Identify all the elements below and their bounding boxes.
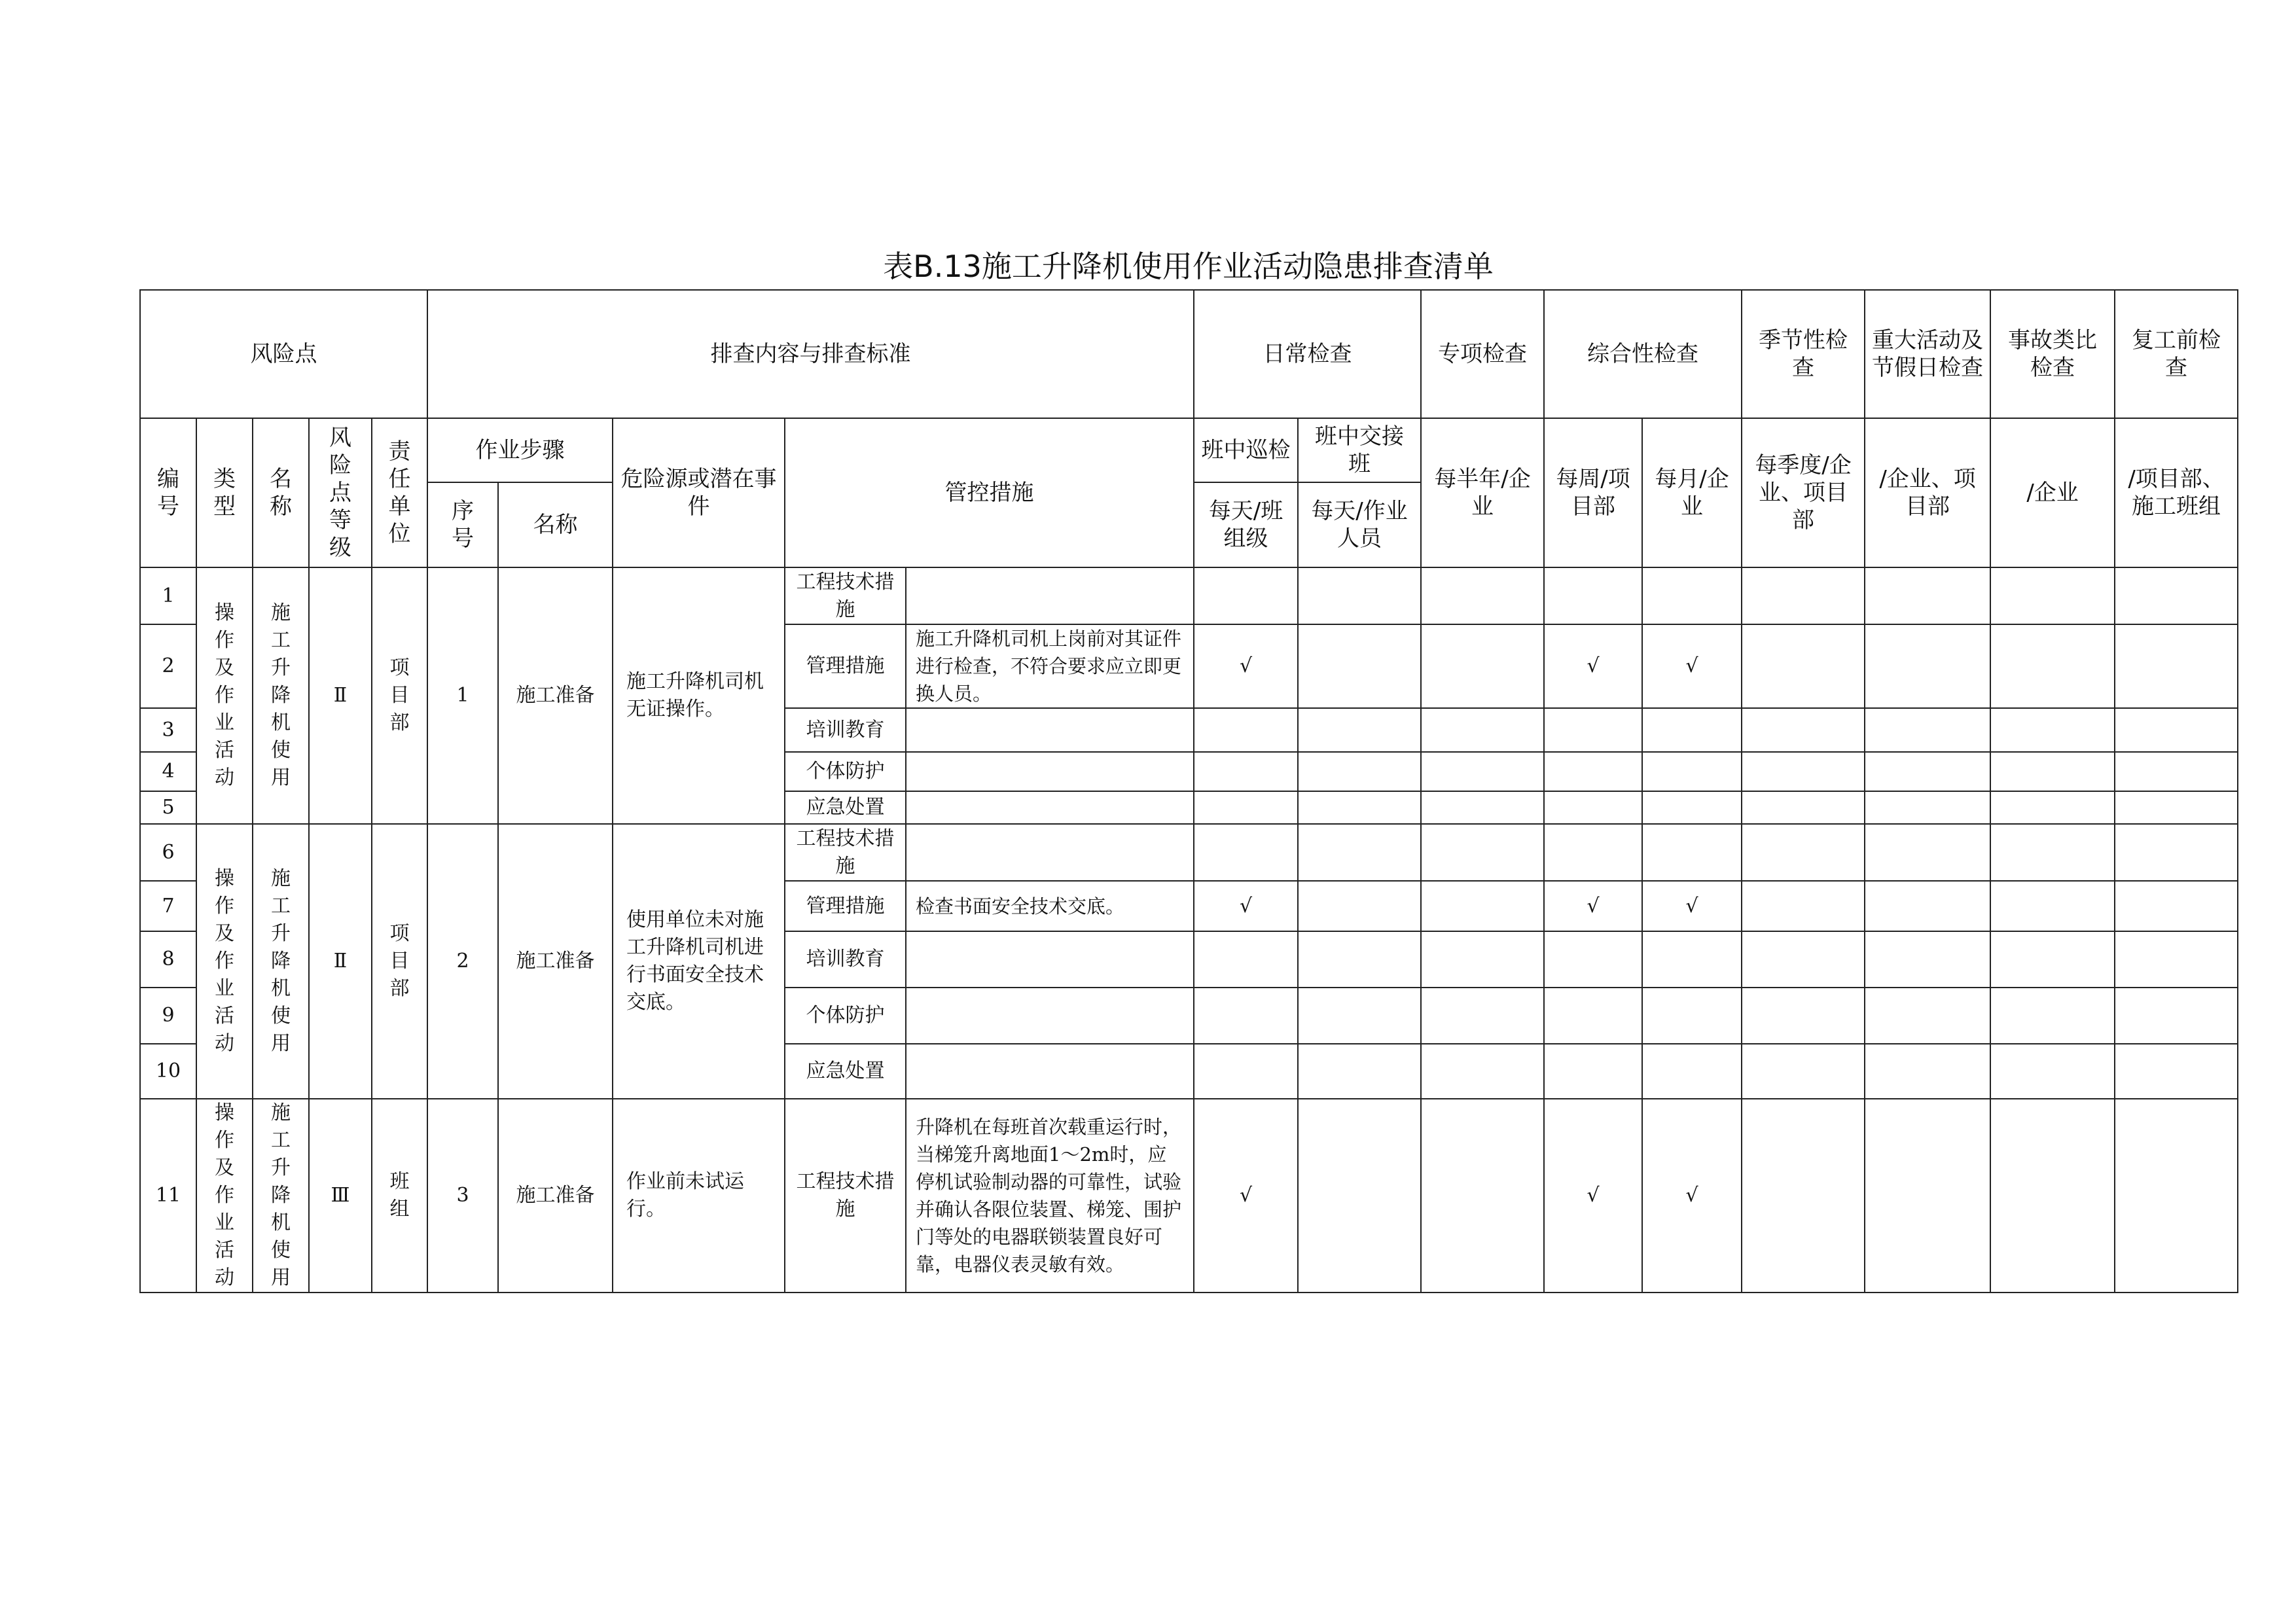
special-check-header: 专项检查 [1421, 290, 1544, 418]
measure-type: 管理措施 [785, 624, 906, 708]
monthly-check [1642, 988, 1742, 1044]
measure-text [906, 567, 1194, 624]
hazard-description: 使用单位未对施工升降机司机进行书面安全技术交底。 [613, 824, 785, 1099]
accident-check [1990, 752, 2115, 791]
row-number: 1 [140, 567, 196, 624]
resume-check-header: 复工前检查 [2115, 290, 2238, 418]
handover-check [1298, 824, 1421, 881]
name-header: 名 称 [253, 418, 309, 567]
quarterly-check [1742, 567, 1865, 624]
halfyear-check [1421, 708, 1544, 752]
resume-check [2115, 1044, 2238, 1099]
patrol-check: √ [1194, 624, 1298, 708]
patrol-check [1194, 931, 1298, 988]
handover-check [1298, 624, 1421, 708]
patrol-header: 班中巡检 [1194, 418, 1298, 482]
holiday-check-header: 重大活动及节假日检查 [1865, 290, 1990, 418]
accident-check [1990, 824, 2115, 881]
accident-check [1990, 1044, 2115, 1099]
step-name: 施工准备 [498, 1099, 613, 1293]
step-name-header: 名称 [498, 482, 613, 567]
halfyear-check [1421, 1099, 1544, 1293]
measure-type: 应急处置 [785, 1044, 906, 1099]
patrol-check [1194, 988, 1298, 1044]
table-row [140, 824, 2238, 881]
holiday-freq-header: /企业、项目部 [1865, 418, 1990, 567]
monthly-check [1642, 1044, 1742, 1099]
resume-check [2115, 624, 2238, 708]
measure-text [906, 791, 1194, 824]
header-row-1 [140, 290, 2238, 418]
resume-check [2115, 988, 2238, 1044]
hazard-description: 施工升降机司机无证操作。 [613, 567, 785, 824]
hazard-header: 危险源或潜在事件 [613, 418, 785, 567]
accident-check [1990, 624, 2115, 708]
seasonal-check-header: 季节性检查 [1742, 290, 1865, 418]
quarterly-check [1742, 988, 1865, 1044]
halfyear-check [1421, 624, 1544, 708]
measure-type: 应急处置 [785, 791, 906, 824]
monthly-check [1642, 824, 1742, 881]
measure-text [906, 752, 1194, 791]
document-title: 表B.13施工升降机使用作业活动隐患排查清单 [883, 249, 1494, 284]
holiday-check [1865, 1044, 1990, 1099]
measure-type: 个体防护 [785, 988, 906, 1044]
measure-text [906, 708, 1194, 752]
holiday-check [1865, 752, 1990, 791]
measure-text [906, 931, 1194, 988]
table-row [140, 567, 2238, 624]
row-number: 4 [140, 752, 196, 791]
handover-check [1298, 881, 1421, 931]
accident-check [1990, 567, 2115, 624]
row-number: 3 [140, 708, 196, 752]
halfyear-check [1421, 791, 1544, 824]
quarterly-check [1742, 931, 1865, 988]
patrol-check: √ [1194, 1099, 1298, 1293]
resume-check [2115, 791, 2238, 824]
halfyear-check [1421, 988, 1544, 1044]
measure-type: 培训教育 [785, 931, 906, 988]
quarterly-check [1742, 708, 1865, 752]
weekly-check [1544, 791, 1642, 824]
holiday-check [1865, 931, 1990, 988]
monthly-check: √ [1642, 1099, 1742, 1293]
patrol-check [1194, 791, 1298, 824]
accident-freq-header: /企业 [1990, 418, 2115, 567]
holiday-check [1865, 1099, 1990, 1293]
halfyear-check [1421, 931, 1544, 988]
row-number: 5 [140, 791, 196, 824]
handover-freq-header: 每天/作业人员 [1298, 482, 1421, 567]
monthly-check [1642, 931, 1742, 988]
patrol-check [1194, 708, 1298, 752]
measure-text: 升降机在每班首次载重运行时，当梯笼升离地面1～2m时，应停机试验制动器的可靠性，试验并确认各限位装置、梯笼、围护门等处的电器联锁装置良好可靠，电器仪表灵敏有效。 [906, 1099, 1194, 1293]
patrol-check [1194, 567, 1298, 624]
risk-point-header: 风险点 [140, 290, 427, 418]
row-number: 8 [140, 931, 196, 988]
risk-type: 操 作 及 作 业 活 动 [196, 824, 253, 1099]
resume-check [2115, 752, 2238, 791]
handover-header: 班中交接班 [1298, 418, 1421, 482]
resume-check [2115, 708, 2238, 752]
risk-level: Ⅲ [309, 1099, 372, 1293]
measures-header: 管控措施 [785, 418, 1194, 567]
quarterly-check [1742, 624, 1865, 708]
quarterly-check [1742, 881, 1865, 931]
weekly-header: 每周/项目部 [1544, 418, 1642, 567]
holiday-check [1865, 791, 1990, 824]
step-name: 施工准备 [498, 567, 613, 824]
step-seq: 1 [427, 567, 498, 824]
halfyear-check [1421, 1044, 1544, 1099]
measure-type: 个体防护 [785, 752, 906, 791]
monthly-check [1642, 791, 1742, 824]
measure-type: 管理措施 [785, 881, 906, 931]
daily-check-header: 日常检查 [1194, 290, 1421, 418]
type-header: 类 型 [196, 418, 253, 567]
resume-check [2115, 931, 2238, 988]
monthly-check: √ [1642, 624, 1742, 708]
steps-header: 作业步骤 [427, 418, 613, 482]
no-header: 编 号 [140, 418, 196, 567]
weekly-check: √ [1544, 624, 1642, 708]
halfyear-check [1421, 824, 1544, 881]
risk-name: 施 工 升 降 机 使 用 [253, 567, 309, 824]
table-row [140, 1099, 2238, 1293]
weekly-check [1544, 708, 1642, 752]
measure-type: 工程技术措施 [785, 567, 906, 624]
accident-check-header: 事故类比检查 [1990, 290, 2115, 418]
handover-check [1298, 988, 1421, 1044]
measure-type: 工程技术措施 [785, 824, 906, 881]
quarterly-check [1742, 1044, 1865, 1099]
row-number: 9 [140, 988, 196, 1044]
measure-text: 检查书面安全技术交底。 [906, 881, 1194, 931]
handover-check [1298, 708, 1421, 752]
accident-check [1990, 988, 2115, 1044]
row-number: 6 [140, 824, 196, 881]
responsible-unit: 项 目 部 [372, 567, 427, 824]
risk-type: 操 作 及 作 业 活 动 [196, 567, 253, 824]
holiday-check [1865, 567, 1990, 624]
accident-check [1990, 708, 2115, 752]
handover-check [1298, 931, 1421, 988]
handover-check [1298, 1044, 1421, 1099]
measure-text: 施工升降机司机上岗前对其证件进行检查，不符合要求应立即更换人员。 [906, 624, 1194, 708]
accident-check [1990, 931, 2115, 988]
handover-check [1298, 1099, 1421, 1293]
row-number: 10 [140, 1044, 196, 1099]
halfyear-check [1421, 881, 1544, 931]
content-standard-header: 排查内容与排查标准 [427, 290, 1194, 418]
holiday-check [1865, 824, 1990, 881]
holiday-check [1865, 988, 1990, 1044]
holiday-check [1865, 708, 1990, 752]
resume-check [2115, 1099, 2238, 1293]
responsible-unit: 班 组 [372, 1099, 427, 1293]
quarterly-check [1742, 791, 1865, 824]
accident-check [1990, 1099, 2115, 1293]
weekly-check [1544, 752, 1642, 791]
weekly-check [1544, 988, 1642, 1044]
resume-check [2115, 881, 2238, 931]
patrol-check: √ [1194, 881, 1298, 931]
quarterly-header: 每季度/企业、项目部 [1742, 418, 1865, 567]
patrol-check [1194, 752, 1298, 791]
holiday-check [1865, 624, 1990, 708]
monthly-header: 每月/企业 [1642, 418, 1742, 567]
monthly-check [1642, 708, 1742, 752]
holiday-check [1865, 881, 1990, 931]
halfyear-check [1421, 752, 1544, 791]
quarterly-check [1742, 1099, 1865, 1293]
measure-type: 工程技术措施 [785, 1099, 906, 1293]
weekly-check: √ [1544, 881, 1642, 931]
accident-check [1990, 791, 2115, 824]
resume-freq-header: /项目部、施工班组 [2115, 418, 2238, 567]
level-header: 风 险 点 等 级 [309, 418, 372, 567]
resume-check [2115, 567, 2238, 624]
risk-type: 操 作 及 作 业 活 动 [196, 1099, 253, 1293]
patrol-check [1194, 1044, 1298, 1099]
monthly-check: √ [1642, 881, 1742, 931]
step-name: 施工准备 [498, 824, 613, 1099]
patrol-check [1194, 824, 1298, 881]
patrol-freq-header: 每天/班组级 [1194, 482, 1298, 567]
unit-header: 责 任 单 位 [372, 418, 427, 567]
step-seq: 2 [427, 824, 498, 1099]
row-number: 7 [140, 881, 196, 931]
risk-name: 施 工 升 降 机 使 用 [253, 1099, 309, 1293]
weekly-check [1544, 824, 1642, 881]
halfyear-check [1421, 567, 1544, 624]
weekly-check [1544, 931, 1642, 988]
measure-text [906, 988, 1194, 1044]
weekly-check [1544, 567, 1642, 624]
measure-text [906, 1044, 1194, 1099]
resume-check [2115, 824, 2238, 881]
handover-check [1298, 791, 1421, 824]
quarterly-check [1742, 752, 1865, 791]
weekly-check: √ [1544, 1099, 1642, 1293]
monthly-check [1642, 567, 1742, 624]
weekly-check [1544, 1044, 1642, 1099]
risk-level: Ⅱ [309, 567, 372, 824]
measure-text [906, 824, 1194, 881]
comprehensive-check-header: 综合性检查 [1544, 290, 1742, 418]
row-number: 11 [140, 1099, 196, 1293]
step-seq: 3 [427, 1099, 498, 1293]
accident-check [1990, 881, 2115, 931]
hazard-checklist-table [139, 289, 2238, 1293]
row-number: 2 [140, 624, 196, 708]
seq-header: 序 号 [427, 482, 498, 567]
handover-check [1298, 567, 1421, 624]
risk-level: Ⅱ [309, 824, 372, 1099]
handover-check [1298, 752, 1421, 791]
risk-name: 施 工 升 降 机 使 用 [253, 824, 309, 1099]
header-row-2 [140, 418, 2238, 482]
responsible-unit: 项 目 部 [372, 824, 427, 1099]
hazard-description: 作业前未试运行。 [613, 1099, 785, 1293]
quarterly-check [1742, 824, 1865, 881]
monthly-check [1642, 752, 1742, 791]
halfyear-header: 每半年/企业 [1421, 418, 1544, 567]
measure-type: 培训教育 [785, 708, 906, 752]
